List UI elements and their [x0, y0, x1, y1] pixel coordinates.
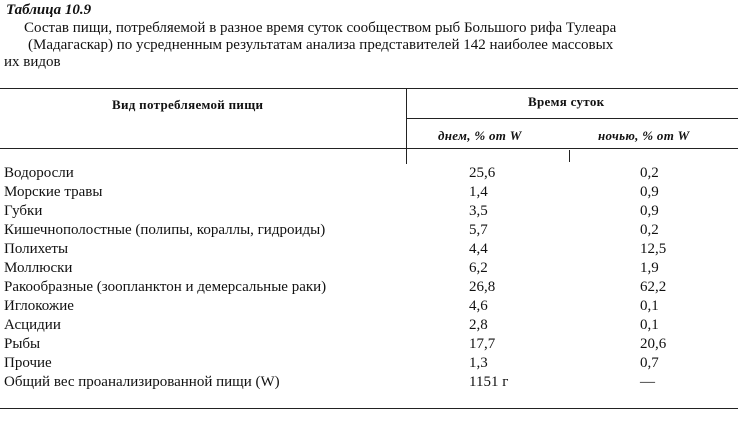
night-value: 0,2: [640, 165, 659, 181]
night-value: 0,7: [640, 355, 659, 371]
night-value: 0,9: [640, 184, 659, 200]
day-value: 2,8: [469, 317, 488, 333]
day-value: 3,5: [469, 203, 488, 219]
night-value: 62,2: [640, 279, 667, 295]
food-name: Кишечнополостные (полипы, кораллы, гидроиды): [4, 222, 326, 238]
table-caption: Таблица 10.9: [6, 2, 92, 18]
day-value: 1,3: [469, 355, 488, 371]
day-value: 1151 г: [469, 374, 509, 390]
table-row: [0, 164, 740, 183]
table-top-rule: [0, 88, 738, 89]
description-line: их видов: [4, 54, 61, 70]
header-divider-horizontal: [406, 118, 738, 119]
table-row: [0, 335, 740, 354]
night-value: 20,6: [640, 336, 667, 352]
day-value: 5,7: [469, 222, 488, 238]
header-divider-vertical: [406, 88, 407, 164]
day-value: 6,2: [469, 260, 488, 276]
table-bottom-rule: [0, 408, 738, 409]
night-value: 0,1: [640, 317, 659, 333]
description-line: (Мадагаскар) по усредненным результатам анализа представителей 142 наиболее массовых: [28, 37, 614, 53]
table-row: [0, 221, 740, 240]
day-value: 26,8: [469, 279, 496, 295]
header-bottom-rule: [0, 148, 738, 149]
header-day: днем, % от W: [438, 128, 522, 143]
table-row: [0, 297, 740, 316]
header-time-of-day: Время суток: [528, 94, 605, 109]
description-line: Состав пищи, потребляемой в разное время суток сообществом рыб Большого рифа Тулеара: [24, 20, 617, 36]
table-row: [0, 278, 740, 297]
table-body: [0, 164, 740, 392]
food-name: Моллюски: [4, 260, 73, 276]
table-description: [4, 20, 734, 71]
header-night: ночью, % от W: [598, 128, 690, 143]
food-name: Асцидии: [4, 317, 61, 333]
food-name: Прочие: [4, 355, 52, 371]
food-name: Губки: [4, 203, 43, 219]
table-row: [0, 202, 740, 221]
night-value: 0,1: [640, 298, 659, 314]
day-value: 4,6: [469, 298, 488, 314]
food-name: Ракообразные (зоопланктон и демерсальные раки): [4, 279, 327, 295]
food-name: Морские травы: [4, 184, 103, 200]
column-tick: [569, 150, 570, 162]
night-value: 0,2: [640, 222, 659, 238]
food-name: Иглокожие: [4, 298, 74, 314]
table-row-total: [0, 373, 740, 392]
header-food-type: Вид потребляемой пищи: [112, 97, 264, 112]
table-row: [0, 259, 740, 278]
table-row: [0, 316, 740, 335]
table-row: [0, 354, 740, 373]
day-value: 17,7: [469, 336, 496, 352]
table-row: [0, 240, 740, 259]
night-value: —: [640, 374, 655, 390]
food-name: Общий вес проанализированной пищи (W): [4, 374, 280, 390]
table-row: [0, 183, 740, 202]
night-value: 1,9: [640, 260, 659, 276]
food-name: Полихеты: [4, 241, 69, 257]
day-value: 4,4: [469, 241, 488, 257]
night-value: 0,9: [640, 203, 659, 219]
food-name: Рыбы: [4, 336, 41, 352]
night-value: 12,5: [640, 241, 667, 257]
food-name: Водоросли: [4, 165, 74, 181]
day-value: 25,6: [469, 165, 496, 181]
day-value: 1,4: [469, 184, 488, 200]
